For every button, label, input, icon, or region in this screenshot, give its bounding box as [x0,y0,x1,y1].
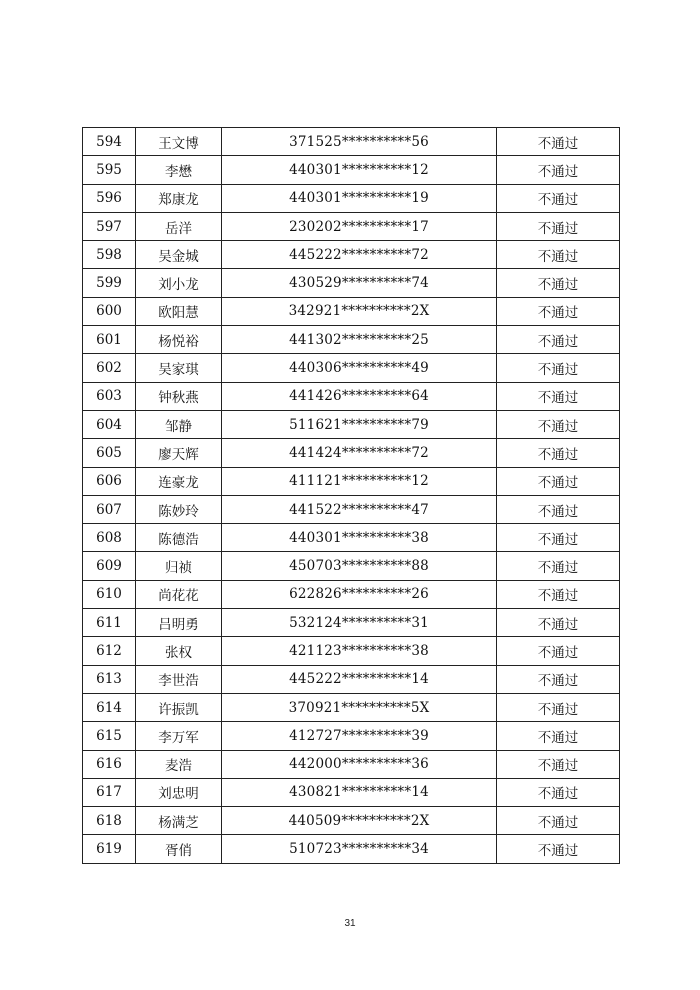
result-cell: 不通过 [497,495,620,523]
id-number-cell: 342921**********2X [222,297,497,325]
id-number-cell: 450703**********88 [222,552,497,580]
table-row [83,778,620,806]
result-cell: 不通过 [497,297,620,325]
row-number-cell: 596 [83,184,136,212]
name-cell: 张权 [136,637,222,665]
id-number-cell: 441424**********72 [222,439,497,467]
row-number-cell: 594 [83,128,136,156]
id-number-cell: 440306**********49 [222,354,497,382]
row-number-cell: 601 [83,326,136,354]
name-cell: 陈妙玲 [136,495,222,523]
id-number-cell: 440509**********2X [222,807,497,835]
table-row [83,495,620,523]
table-row [83,326,620,354]
table-row [83,467,620,495]
result-cell: 不通过 [497,552,620,580]
name-cell: 廖天辉 [136,439,222,467]
table-row [83,241,620,269]
result-cell: 不通过 [497,524,620,552]
row-number-cell: 610 [83,580,136,608]
name-cell: 麦浩 [136,750,222,778]
table-row [83,269,620,297]
table-row [83,410,620,438]
name-cell: 欧阳慧 [136,297,222,325]
id-number-cell: 532124**********31 [222,609,497,637]
row-number-cell: 603 [83,382,136,410]
result-cell: 不通过 [497,693,620,721]
table-row [83,382,620,410]
result-cell: 不通过 [497,609,620,637]
result-cell: 不通过 [497,722,620,750]
id-number-cell: 445222**********72 [222,241,497,269]
result-cell: 不通过 [497,580,620,608]
result-cell: 不通过 [497,128,620,156]
result-cell: 不通过 [497,212,620,240]
table-row [83,297,620,325]
result-cell: 不通过 [497,637,620,665]
row-number-cell: 600 [83,297,136,325]
table-row [83,750,620,778]
name-cell: 钟秋燕 [136,382,222,410]
name-cell: 许振凯 [136,693,222,721]
result-cell: 不通过 [497,269,620,297]
table-row [83,128,620,156]
name-cell: 杨满芝 [136,807,222,835]
table-row [83,354,620,382]
page-number: 31 [344,918,356,929]
row-number-cell: 595 [83,156,136,184]
result-cell: 不通过 [497,326,620,354]
name-cell: 邹静 [136,410,222,438]
result-cell: 不通过 [497,750,620,778]
name-cell: 王文博 [136,128,222,156]
name-cell: 尚花花 [136,580,222,608]
id-number-cell: 622826**********26 [222,580,497,608]
name-cell: 连豪龙 [136,467,222,495]
id-number-cell: 511621**********79 [222,410,497,438]
id-number-cell: 510723**********34 [222,835,497,863]
id-number-cell: 411121**********12 [222,467,497,495]
row-number-cell: 612 [83,637,136,665]
id-number-cell: 371525**********56 [222,128,497,156]
row-number-cell: 608 [83,524,136,552]
row-number-cell: 614 [83,693,136,721]
name-cell: 吕明勇 [136,609,222,637]
results-table [82,127,620,864]
results-table-body [83,128,620,864]
row-number-cell: 605 [83,439,136,467]
name-cell: 李懋 [136,156,222,184]
table-row [83,580,620,608]
row-number-cell: 604 [83,410,136,438]
name-cell: 归祯 [136,552,222,580]
name-cell: 杨悦裕 [136,326,222,354]
row-number-cell: 609 [83,552,136,580]
table-row [83,665,620,693]
name-cell: 吴金城 [136,241,222,269]
table-row [83,807,620,835]
result-cell: 不通过 [497,354,620,382]
result-cell: 不通过 [497,835,620,863]
id-number-cell: 370921**********5X [222,693,497,721]
result-cell: 不通过 [497,807,620,835]
id-number-cell: 412727**********39 [222,722,497,750]
id-number-cell: 421123**********38 [222,637,497,665]
row-number-cell: 613 [83,665,136,693]
id-number-cell: 445222**********14 [222,665,497,693]
table-row [83,552,620,580]
id-number-cell: 230202**********17 [222,212,497,240]
name-cell: 刘忠明 [136,778,222,806]
table-row [83,637,620,665]
result-cell: 不通过 [497,156,620,184]
id-number-cell: 441522**********47 [222,495,497,523]
name-cell: 岳洋 [136,212,222,240]
id-number-cell: 441302**********25 [222,326,497,354]
result-cell: 不通过 [497,665,620,693]
name-cell: 胥俏 [136,835,222,863]
row-number-cell: 602 [83,354,136,382]
id-number-cell: 441426**********64 [222,382,497,410]
result-cell: 不通过 [497,382,620,410]
row-number-cell: 616 [83,750,136,778]
row-number-cell: 615 [83,722,136,750]
name-cell: 李世浩 [136,665,222,693]
row-number-cell: 606 [83,467,136,495]
name-cell: 郑康龙 [136,184,222,212]
id-number-cell: 430529**********74 [222,269,497,297]
result-cell: 不通过 [497,467,620,495]
row-number-cell: 619 [83,835,136,863]
row-number-cell: 611 [83,609,136,637]
row-number-cell: 607 [83,495,136,523]
row-number-cell: 618 [83,807,136,835]
row-number-cell: 598 [83,241,136,269]
row-number-cell: 599 [83,269,136,297]
id-number-cell: 430821**********14 [222,778,497,806]
table-row [83,524,620,552]
id-number-cell: 442000**********36 [222,750,497,778]
name-cell: 吴家琪 [136,354,222,382]
table-row [83,439,620,467]
id-number-cell: 440301**********19 [222,184,497,212]
table-row [83,609,620,637]
result-cell: 不通过 [497,778,620,806]
table-row [83,212,620,240]
result-cell: 不通过 [497,410,620,438]
table-row [83,722,620,750]
id-number-cell: 440301**********38 [222,524,497,552]
row-number-cell: 597 [83,212,136,240]
table-row [83,156,620,184]
name-cell: 陈德浩 [136,524,222,552]
name-cell: 刘小龙 [136,269,222,297]
row-number-cell: 617 [83,778,136,806]
result-cell: 不通过 [497,184,620,212]
name-cell: 李万军 [136,722,222,750]
result-cell: 不通过 [497,241,620,269]
table-row [83,693,620,721]
table-row [83,184,620,212]
id-number-cell: 440301**********12 [222,156,497,184]
result-cell: 不通过 [497,439,620,467]
table-row [83,835,620,863]
